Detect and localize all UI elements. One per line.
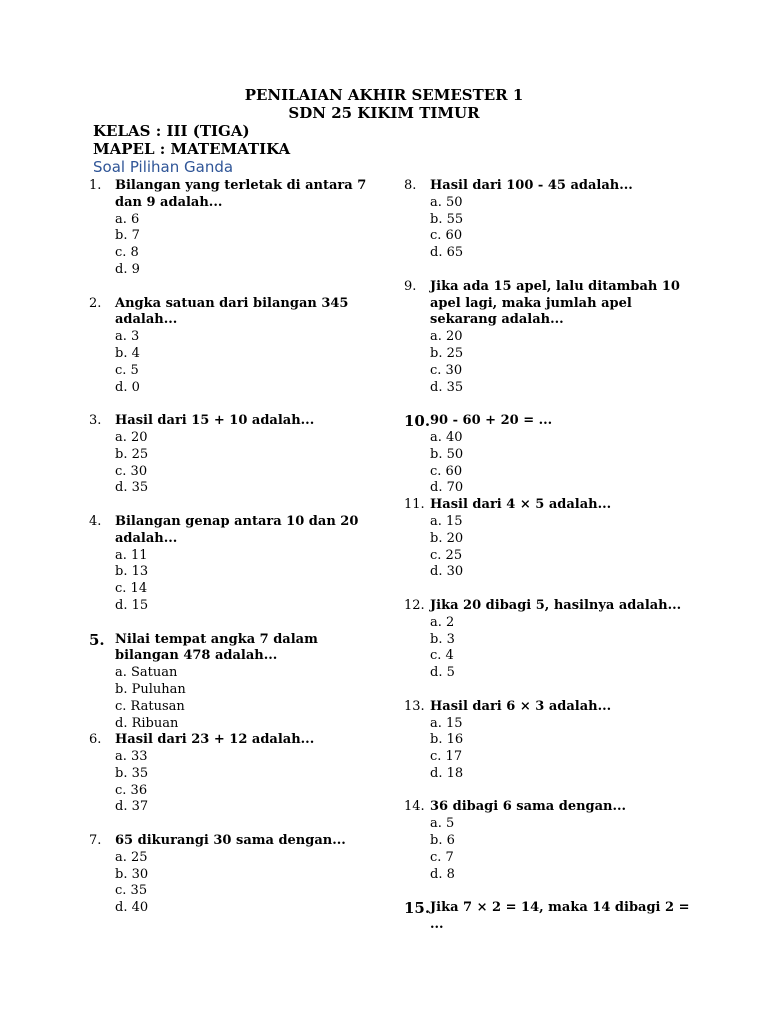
answer-option: a. 3 <box>115 329 140 345</box>
question-15 <box>404 900 694 934</box>
subject-label: MAPEL : MATEMATIKA <box>93 140 291 158</box>
question-1 <box>89 178 379 279</box>
answer-options <box>115 329 379 396</box>
answer-options <box>115 430 379 497</box>
question-text: Bilangan yang terletak di antara 7 dan 9 adalah... <box>115 178 367 210</box>
answer-option: a. 20 <box>430 329 463 345</box>
answer-option: a. 40 <box>430 429 463 445</box>
answer-option: b. 6 <box>430 833 455 849</box>
question-text: Hasil dari 100 - 45 adalah... <box>430 178 633 193</box>
answer-option: c. 17 <box>430 749 463 765</box>
answer-option: d. 35 <box>115 480 149 496</box>
question-4 <box>89 514 379 615</box>
answer-option: b. 13 <box>115 564 149 580</box>
question-number: 10. <box>404 412 431 431</box>
document-header <box>0 87 768 122</box>
answer-option: b. 7 <box>115 228 140 244</box>
class-label: KELAS : III (TIGA) <box>93 122 250 140</box>
answer-option: d. 40 <box>115 900 149 916</box>
answer-options <box>115 749 379 816</box>
answer-option: a. 20 <box>115 429 148 445</box>
answer-option: c. 7 <box>430 849 454 865</box>
answer-options <box>115 548 379 615</box>
answer-option: a. 5 <box>430 816 455 832</box>
answer-option: c. 25 <box>430 547 463 563</box>
question-11 <box>404 497 694 581</box>
answer-option: d. Ribuan <box>115 715 179 731</box>
question-number: 7. <box>89 833 102 849</box>
question-text: 65 dikurangi 30 sama dengan... <box>115 833 346 849</box>
question-text: Hasil dari 6 × 3 adalah... <box>430 698 612 714</box>
answer-option: b. 3 <box>430 631 455 647</box>
section-title: Soal Pilihan Ganda <box>93 158 234 176</box>
answer-option: d. 30 <box>430 564 464 580</box>
question-text: 90 - 60 + 20 = ... <box>430 413 553 429</box>
question-text: Jika 20 dibagi 5, hasilnya adalah... <box>430 597 682 613</box>
answer-option: c. 35 <box>115 883 148 899</box>
question-14 <box>404 799 694 883</box>
question-text: Hasil dari 23 + 12 adalah... <box>115 732 315 748</box>
answer-option: c. 14 <box>115 581 148 597</box>
answer-options <box>430 195 694 262</box>
answer-options <box>430 716 694 783</box>
questions-column-left <box>89 178 379 934</box>
answer-option: a. 11 <box>115 547 148 563</box>
answer-options <box>430 430 694 497</box>
answer-option: b. Puluhan <box>115 681 186 697</box>
question-text: Angka satuan dari bilangan 345 adalah... <box>115 295 349 328</box>
question-8 <box>404 178 694 262</box>
question-13 <box>404 699 694 783</box>
answer-option: b. 4 <box>115 345 140 361</box>
exam-meta <box>93 122 290 158</box>
question-3 <box>89 413 379 497</box>
questions-column-right <box>404 178 694 934</box>
answer-option: d. 35 <box>430 379 464 395</box>
answer-option: c. 5 <box>115 362 139 378</box>
answer-option: b. 20 <box>430 530 464 546</box>
question-text: Jika 7 × 2 = 14, maka 14 dibagi 2 = ... <box>430 900 690 933</box>
question-number: 14. <box>404 799 425 815</box>
answer-option: a. 33 <box>115 749 148 765</box>
question-6 <box>89 732 379 816</box>
question-number: 9. <box>404 278 417 294</box>
answer-options <box>430 514 694 581</box>
answer-options <box>430 615 694 682</box>
question-text: Bilangan genap antara 10 dan 20 adalah... <box>115 513 359 546</box>
answer-options <box>430 816 694 883</box>
question-number: 1. <box>89 178 102 193</box>
answer-option: c. 8 <box>115 245 139 261</box>
question-10 <box>404 413 694 497</box>
question-text: Hasil dari 4 × 5 adalah... <box>430 497 612 513</box>
question-number: 8. <box>404 178 417 193</box>
answer-option: d. 9 <box>115 261 140 277</box>
answer-option: a. Satuan <box>115 665 178 681</box>
answer-option: b. 35 <box>115 765 149 781</box>
answer-option: c. 60 <box>430 463 463 479</box>
answer-option: d. 18 <box>430 765 464 781</box>
answer-option: d. 5 <box>430 665 455 681</box>
answer-option: d. 8 <box>430 866 455 882</box>
question-text: 36 dibagi 6 sama dengan... <box>430 799 627 815</box>
answer-option: d. 15 <box>115 597 149 613</box>
question-text: Nilai tempat angka 7 dalam bilangan 478 adalah... <box>115 631 318 664</box>
answer-option: a. 6 <box>115 211 140 227</box>
answer-option: a. 25 <box>115 849 148 865</box>
answer-option: c. 36 <box>115 782 148 798</box>
answer-options <box>430 329 694 396</box>
answer-option: c. Ratusan <box>115 698 185 714</box>
question-number: 4. <box>89 513 102 529</box>
answer-option: d. 0 <box>115 379 140 395</box>
question-number: 3. <box>89 413 102 429</box>
answer-option: b. 16 <box>430 732 464 748</box>
answer-option: c. 30 <box>115 463 148 479</box>
answer-option: c. 60 <box>430 228 463 244</box>
question-number: 11. <box>404 497 425 513</box>
answer-option: d. 70 <box>430 480 464 496</box>
question-9 <box>404 279 694 397</box>
question-text: Hasil dari 15 + 10 adalah... <box>115 413 315 429</box>
answer-option: d. 37 <box>115 799 149 815</box>
question-number: 13. <box>404 698 425 714</box>
answer-option: a. 15 <box>430 513 463 529</box>
school-name: SDN 25 KIKIM TIMUR <box>288 103 480 122</box>
question-number: 5. <box>89 630 105 649</box>
answer-option: b. 50 <box>430 446 464 462</box>
answer-options <box>115 850 379 917</box>
exam-title: PENILAIAN AKHIR SEMESTER 1 <box>244 86 524 104</box>
question-5 <box>89 632 379 733</box>
answer-option: a. 2 <box>430 614 455 630</box>
question-number: 15. <box>404 899 431 918</box>
question-number: 6. <box>89 732 102 748</box>
question-2 <box>89 296 379 397</box>
answer-option: b. 25 <box>115 446 149 462</box>
question-text: Jika ada 15 apel, lalu ditambah 10 apel lagi, maka jumlah apel sekarang adalah... <box>430 278 680 328</box>
question-12 <box>404 598 694 682</box>
answer-option: b. 25 <box>430 345 464 361</box>
answer-options <box>115 212 379 279</box>
answer-option: b. 30 <box>115 866 149 882</box>
question-7 <box>89 833 379 917</box>
answer-option: c. 30 <box>430 362 463 378</box>
answer-option: a. 15 <box>430 715 463 731</box>
question-number: 2. <box>89 295 102 311</box>
answer-option: b. 55 <box>430 211 464 227</box>
question-number: 12. <box>404 597 425 613</box>
answer-options <box>115 665 379 732</box>
answer-option: d. 65 <box>430 245 464 261</box>
answer-option: c. 4 <box>430 648 454 664</box>
answer-option: a. 50 <box>430 194 463 210</box>
